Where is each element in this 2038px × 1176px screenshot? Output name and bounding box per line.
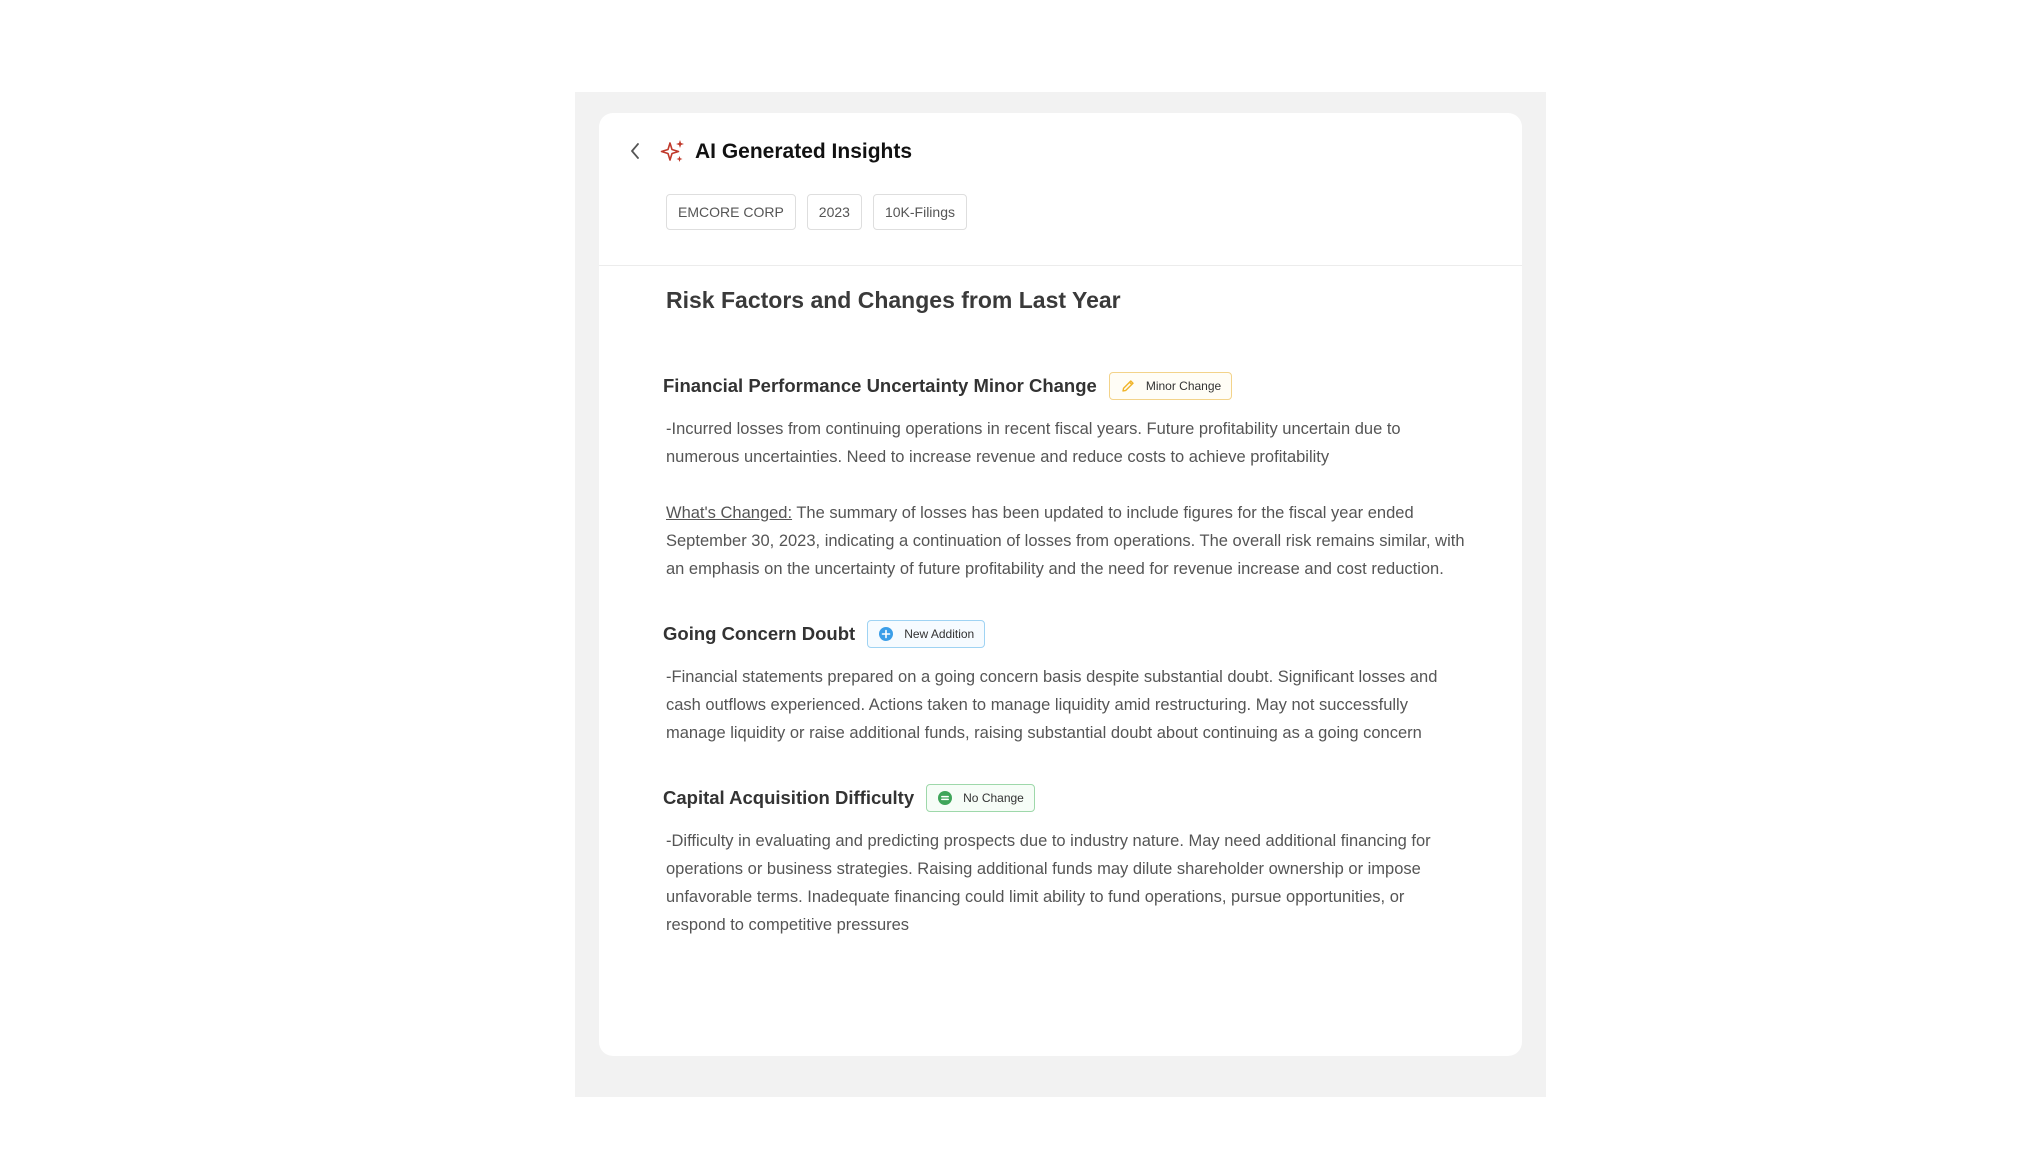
badge-label: Minor Change [1145,379,1222,393]
insights-card [599,113,1522,1056]
risk-summary: -Difficulty in evaluating and predicting prospects due to industry nature. May need additional financing for operations or business strategies. Raising additional funds may dilute shareholder ownership or impose unfavorable terms. Inadequate financing could limit ability to fund operations, pursue opportunities, or respond to competitive pressures [666,832,1431,934]
risk-header [663,371,1466,401]
chip-year[interactable]: 2023 [807,194,862,230]
chevron-left-icon [629,142,641,160]
risk-content [663,285,1466,975]
whats-changed [666,499,1466,583]
back-button[interactable] [623,139,647,163]
risk-summary: -Financial statements prepared on a going concern basis despite substantial doubt. Significant losses and cash outflows experienced. Actions taken to manage liquidity amid restructuring. May not successfully manage liquidity or raise additional funds, raising substantial doubt about continuing as a going concern [666,668,1438,742]
status-badge [926,784,1035,812]
card-header [599,113,1522,266]
risk-header [663,783,1466,813]
plus-circle-icon [878,626,894,642]
risk-item [663,371,1466,583]
pencil-icon [1120,378,1136,394]
risk-item [663,783,1466,939]
risk-summary: -Incurred losses from continuing operations in recent fiscal years. Future profitability uncertain due to numerous uncertainties. Need to increase revenue and reduce costs to achieve profitability [666,420,1401,466]
whats-changed-text: The summary of losses has been updated to include figures for the fiscal year ended September 30, 2023, indicating a continuation of losses from operations. The overall risk remains similar, with an emphasis on the uncertainty of future profitability and the need for revenue increase and cost reduction. [666,504,1465,578]
status-badge [867,620,985,648]
risk-header [663,619,1466,649]
risk-item [663,619,1466,747]
panel-background [575,92,1546,1097]
chip-filing-type[interactable]: 10K-Filings [873,194,967,230]
risk-title: Capital Acquisition Difficulty [663,787,915,808]
whats-changed-label: What's Changed: [666,504,793,522]
risk-title: Going Concern Doubt [663,623,856,644]
page-title: AI Generated Insights [695,140,913,163]
section-heading: Risk Factors and Changes from Last Year [666,287,1121,313]
sparkle-icon [660,139,686,165]
equals-circle-icon [937,790,953,806]
chip-company[interactable]: EMCORE CORP [666,194,796,230]
badge-label: New Addition [904,627,975,641]
filter-chips [666,194,967,230]
risk-title: Financial Performance Uncertainty Minor Change [663,375,1097,396]
badge-label: No Change [963,791,1024,805]
status-badge [1109,372,1232,400]
